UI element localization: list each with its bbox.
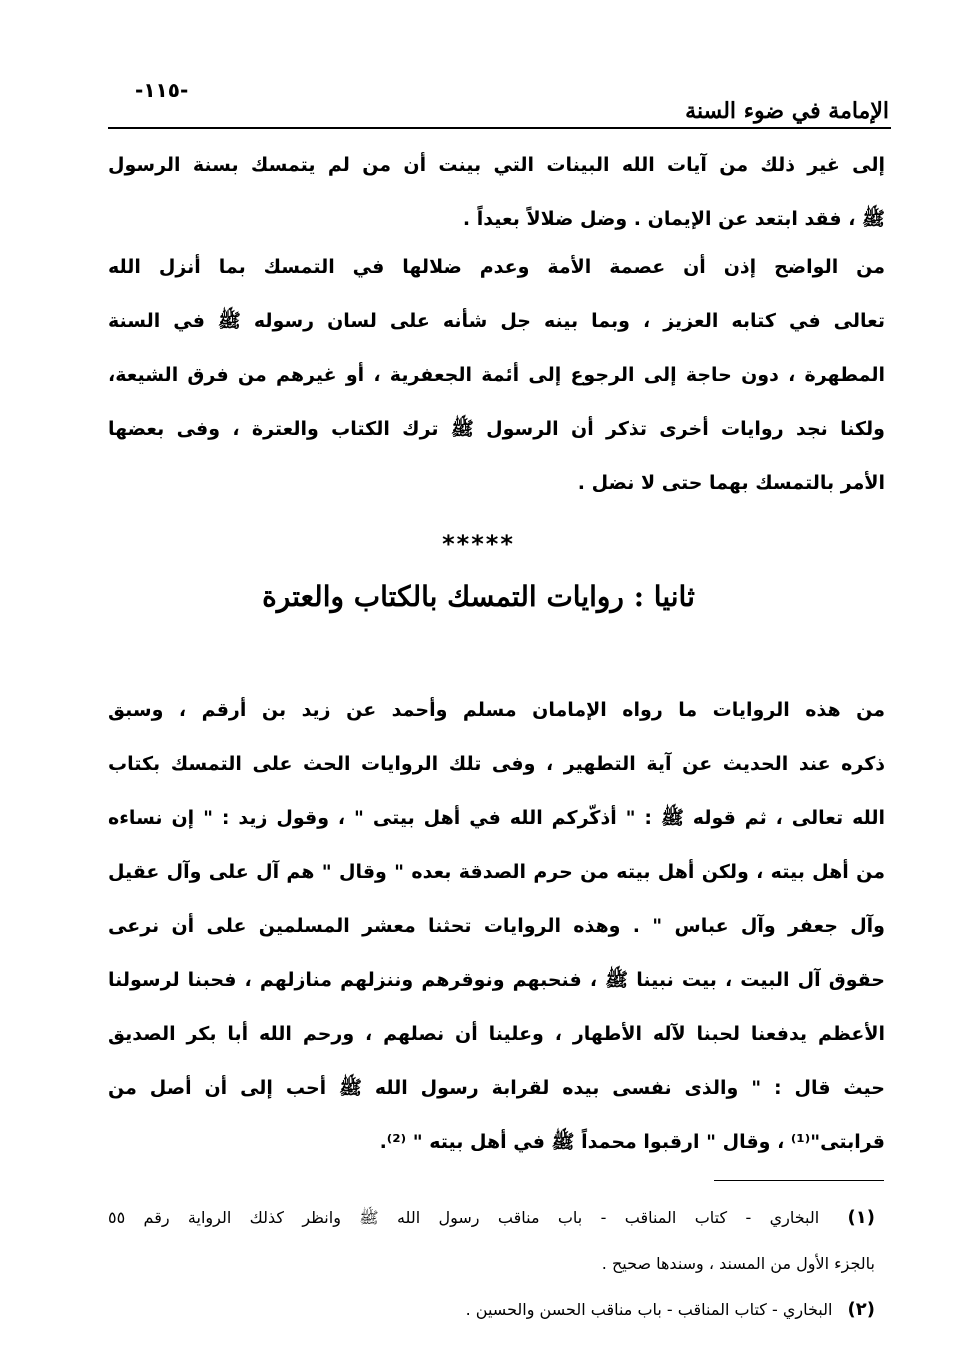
paragraph-3 xyxy=(108,683,885,1169)
footnote-number: (١) xyxy=(847,1207,875,1228)
text-line: قرابتى"⁽¹⁾ ، وقال " ارقبوا محمداً ﷺ في أهل بيته " ⁽²⁾. xyxy=(379,1131,885,1153)
text-line: تعالى في كتابه العزيز ، وبما بينه جل شأنه على لسان رسوله ﷺ في السنة xyxy=(108,310,885,332)
header-divider xyxy=(108,127,891,129)
section-separator: ***** xyxy=(442,530,515,558)
paragraph-1 xyxy=(108,138,885,246)
text-line: حقوق آل البيت ، بيت نبينا ﷺ ، فنحبهم ونوقرهم وننزلهم منازلهم ، فحبنا لرسولنا xyxy=(108,969,885,991)
text-line: من أهل بيته ، ولكن أهل بيته من حرم الصدقة بعده " وقال " هم آل على وآل عقيل xyxy=(108,861,885,883)
text-line: وآل جعفر وآل عباس " . وهذه الروايات تحثنا معشر المسلمين على أن نرعى xyxy=(108,915,885,937)
footnote-1-continued xyxy=(108,1241,875,1287)
text-line: الله تعالى ، ثم قوله ﷺ : " أذكّركم الله في أهل بيتى " ، وقول زيد : " إن نساءه xyxy=(108,807,885,829)
text-line: الأعظم يدفعنا لحبنا لآله الأطهار ، وعلينا أن نصلهم ، ورحم الله أبا بكر الصديق xyxy=(108,1023,885,1045)
footnote-1 xyxy=(108,1195,875,1241)
footnote-text: البخاري - كتاب المناقب - باب مناقب الحسن والحسين . xyxy=(465,1300,833,1319)
footnotes xyxy=(108,1195,875,1333)
text-line: من هذه الروايات ما رواه الإمامان مسلم وأحمد عن زيد بن أرقم ، وسبق xyxy=(108,699,885,721)
footnote-number: (٢) xyxy=(847,1299,875,1320)
footnote-text: بالجزء الأول من المسند ، وسندها صحيح . xyxy=(601,1254,875,1273)
text-line: ﷺ ، فقد ابتعد عن الإيمان . وضل ضلالاً بعيداً . xyxy=(462,208,885,230)
footnote-text: البخاري - كتاب المناقب - باب مناقب رسول الله ﷺ وانظر كذلك الرواية رقم ٥٥ xyxy=(108,1208,820,1227)
text-line: الأمر بالتمسك بهما حتى لا نضل . xyxy=(577,472,885,494)
text-line: من الواضح إذن أن عصمة الأمة وعدم ضلالها في التمسك بما أنزل الله xyxy=(108,256,885,278)
text-line: ذكره عند الحديث عن آية التطهير ، وفى تلك الروايات الحث على التمسك بكتاب xyxy=(108,753,885,775)
section-heading: ثانيا : روايات التمسك بالكتاب والعترة xyxy=(262,580,695,613)
text-line: ولكنا نجد روايات أخرى تذكر أن الرسول ﷺ ترك الكتاب والعترة ، وفى بعضها xyxy=(108,418,885,440)
text-line: إلى غير ذلك من آيات الله البينات التي بينت أن من لم يتمسك بسنة الرسول xyxy=(108,154,885,176)
footnote-2 xyxy=(108,1287,875,1333)
footnote-divider xyxy=(714,1180,884,1181)
paragraph-2 xyxy=(108,240,885,510)
page-number: -١١٥- xyxy=(135,78,189,102)
text-line: المطهرة ، دون حاجة إلى الرجوع إلى أئمة الجعفرية ، أو غيرهم من فرق الشيعة، xyxy=(108,364,885,386)
running-title: الإمامة في ضوء السنة xyxy=(685,98,889,124)
text-line: حيث قال : " والذى نفسى بيده لقرابة رسول الله ﷺ أحب إلى أن أصل من xyxy=(108,1077,885,1099)
